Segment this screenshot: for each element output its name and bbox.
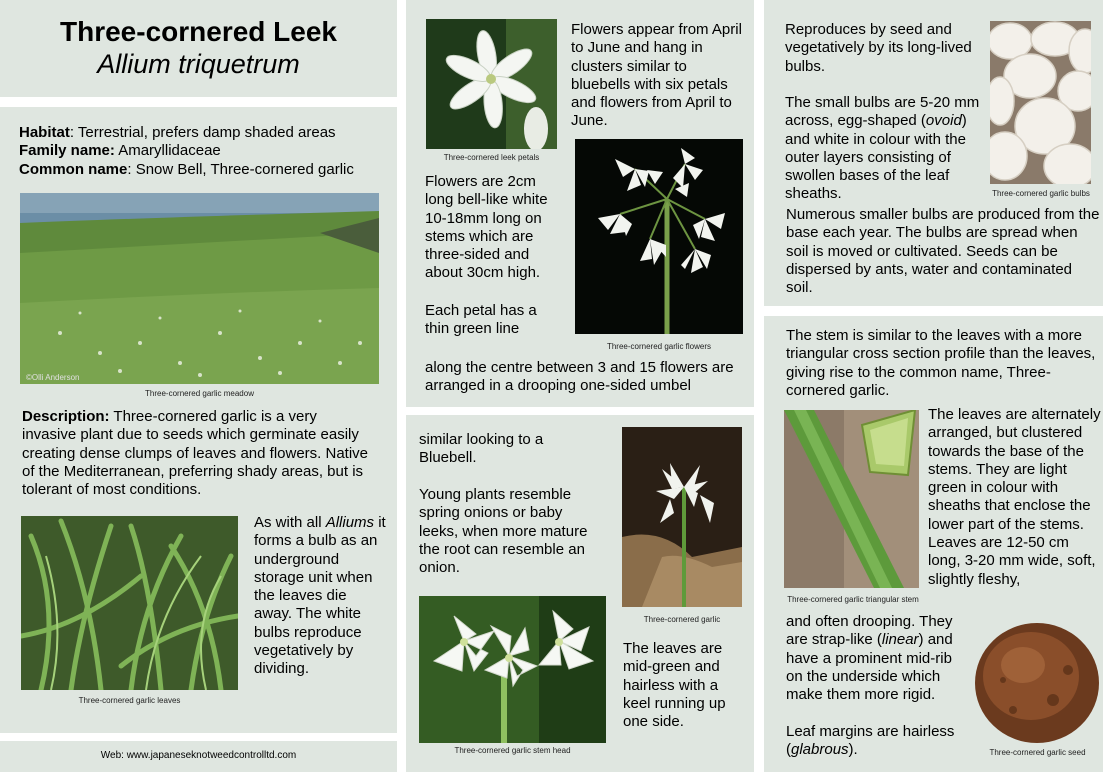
flowers-caption: Three-cornered garlic flowers <box>606 342 712 351</box>
triangular-stem-caption: Three-cornered garlic triangular stem <box>787 595 919 604</box>
leaves-midgreen-text: The leaves are mid-green and hairless with a keel running up one side. <box>623 640 726 731</box>
bulbs-caption: Three-cornered garlic bulbs <box>992 189 1090 198</box>
small-bulbs-text: The small bulbs are 5-20 mm across, egg-shaped (ovoid) and white in colour with the outer layers consisting of swollen bases of the leaf sheaths. <box>785 94 980 203</box>
leaves-alternate-text: The leaves are alternately arranged, but clustered towards the base of the stems. They are light green in colour with sheaths that enclose the lower part of the stems. Leaves are 12-50 cm long, 3-20 mm wide, soft, slightly fleshy, <box>928 406 1101 588</box>
bulbs-photo <box>990 21 1091 184</box>
photo-credit: ©Olli Anderson <box>26 373 80 382</box>
leaves-panel <box>764 316 1103 772</box>
petal-line-text: Each petal has a thin green line <box>425 302 537 338</box>
bulbs-panel <box>764 0 1103 306</box>
common-name-value: : Snow Bell, Three-cornered garlic <box>127 160 354 178</box>
ovoid-em: ovoid <box>925 112 962 130</box>
footer-panel <box>0 741 397 772</box>
glabrous-em: glabrous <box>791 741 849 759</box>
seed-caption: Three-cornered garlic seed <box>989 748 1086 757</box>
family-value: Amaryllidaceae <box>114 142 221 160</box>
info-block <box>19 124 391 179</box>
plant-photo <box>622 427 742 607</box>
plant-caption: Three-cornered garlic <box>643 615 721 624</box>
description-label: Description: <box>22 408 110 425</box>
leaves-photo <box>21 516 238 690</box>
description-text <box>22 408 372 499</box>
latin-name: Allium triquetrum <box>97 49 300 79</box>
title-panel <box>0 0 397 97</box>
linear-em: linear <box>881 631 919 649</box>
stem-text: The stem is similar to the leaves with a more triangular cross section profile than the leaves, giving rise to the common name, Three-cornered garlic. <box>786 327 1096 399</box>
description-body: Three-cornered garlic is a very invasive plant due to seeds which germinate easily creating dense clumps of leaves and flowers. Native of the Mediterranean, preferring shady areas, but is tolerant of most conditions. <box>22 408 369 499</box>
plants-panel <box>406 415 754 772</box>
flowers-appear-text: Flowers appear from April to June and hang in clusters similar to bluebells with six petals and flowers from April to June. <box>571 21 742 130</box>
habitat-value: : Terrestrial, prefers damp shaded areas <box>69 124 336 141</box>
margins-text: Leaf margins are hairless (glabrous). <box>786 723 955 759</box>
info-panel <box>0 107 397 733</box>
seed-photo <box>973 620 1102 746</box>
stem-head-caption: Three-cornered garlic stem head <box>454 746 571 755</box>
young-plants-text: Young plants resemble spring onions or baby leeks, when more mature the root can resemble an onion. <box>419 486 588 577</box>
leaves-caption: Three-cornered garlic leaves <box>78 696 181 705</box>
family-label: Family name: <box>19 142 115 160</box>
petals-photo <box>426 19 557 149</box>
flowers-size-text: Flowers are 2cm long bell-like white 10-18mm long on stems which are three-sided and about 30cm high. <box>425 173 548 282</box>
stem-head-photo <box>419 596 606 743</box>
common-name-label: Common name <box>19 160 128 178</box>
flowers-panel <box>406 0 754 407</box>
flowers-photo <box>575 139 743 334</box>
stem-cross-section-photo <box>860 410 920 480</box>
meadow-caption: Three-cornered garlic meadow <box>145 389 254 398</box>
alliums-text: As with all Alliums it forms a bulb as an underground storage unit when the leaves die away. The white bulbs reproduce vegetatively by dividing. <box>254 514 386 678</box>
meadow-photo <box>20 193 379 384</box>
numerous-bulbs-text: Numerous smaller bulbs are produced from the base each year. The bulbs are spread when soil is moved or cultivated. Seeds can be dispersed by ants, water and contaminated soil. <box>786 206 1100 297</box>
footer-website[interactable]: Web: www.japaneseknotweedcontrolltd.com <box>100 750 297 761</box>
habitat-label: Habitat <box>19 124 70 141</box>
page-title: Three-cornered Leek <box>60 16 337 47</box>
bluebell-text: similar looking to a Bluebell. <box>419 431 544 467</box>
petals-caption: Three-cornered leek petals <box>443 153 540 162</box>
centre-text: along the centre between 3 and 15 flowers are arranged in a drooping one-sided umbel <box>425 359 734 395</box>
alliums-em: Alliums <box>325 514 375 531</box>
reproduces-text: Reproduces by seed and vegetatively by its long-lived bulbs. <box>785 21 972 75</box>
drooping-text: and often drooping. They are strap-like (linear) and have a prominent mid-rib on the underside which make them more rigid. <box>786 613 953 704</box>
